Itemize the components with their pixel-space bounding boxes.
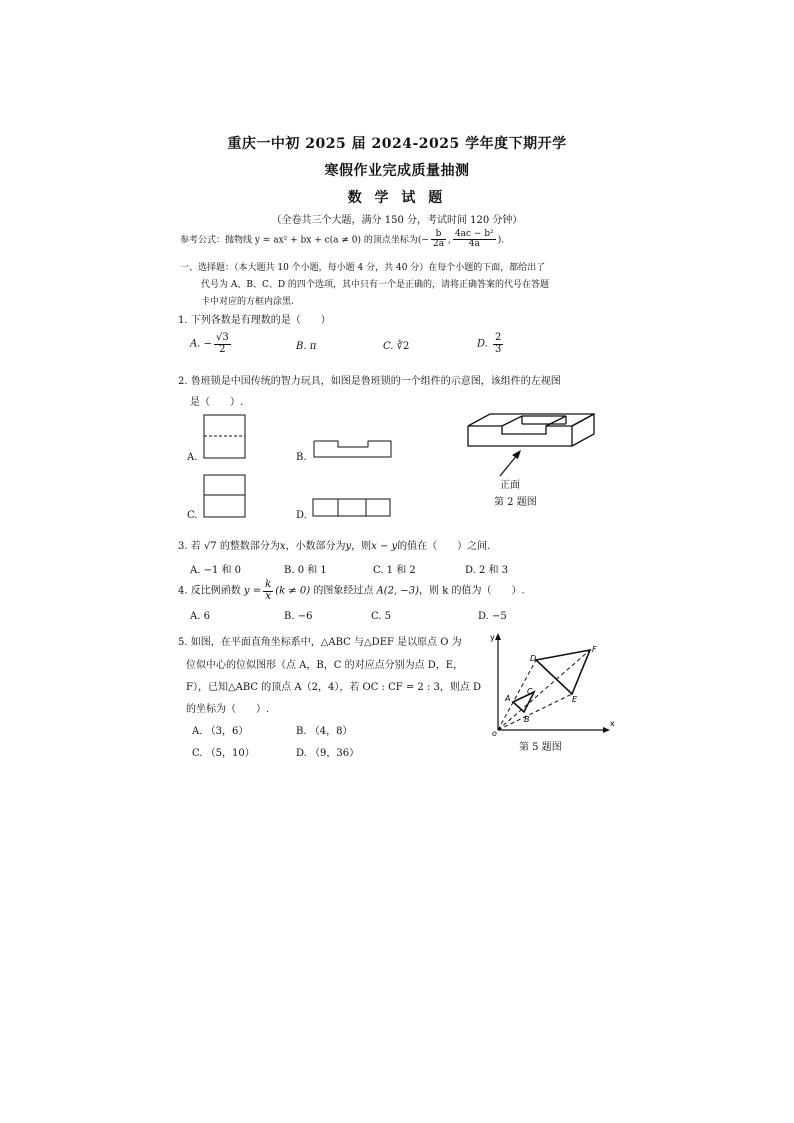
q3-var-y: y — [345, 541, 352, 552]
q1-option-c-value: ∛2 — [396, 341, 410, 352]
q1-option-a-sign: − — [203, 338, 212, 350]
formula-x-den: 2a — [432, 239, 445, 250]
q4-stem-a: 4. 反比例函数 — [178, 585, 241, 597]
q3-stem-a: 3. 若 — [178, 541, 201, 552]
q1-option-c — [383, 341, 409, 352]
q2-stem-2: 是（ ）. — [190, 397, 244, 408]
formula-open: (− — [417, 235, 429, 246]
q5-line3: F），已知△ABC 的顶点 A（2，4），若 OC : CF = 2 : 3，则点 D — [186, 682, 482, 693]
q1-option-a-den: 2 — [219, 343, 226, 355]
q5-line2: 位似中心的位似图形（点 A，B，C 的对应点分别为点 D，E， — [186, 660, 464, 671]
q4-option-c: C. 5 — [371, 611, 392, 622]
q3-option-b: B. 0 和 1 — [284, 565, 327, 576]
q1-option-b — [296, 341, 316, 352]
q1-option-c-label: C. — [383, 341, 394, 352]
q4-option-d: D. −5 — [478, 611, 507, 622]
q5-label-o: o — [492, 729, 497, 738]
q1-stem: 1. 下列各数是有理数的是（ ） — [178, 315, 331, 326]
q1-option-b-value: π — [309, 341, 317, 352]
q4-condition: (k ≠ 0) — [275, 585, 311, 597]
q5-option-c: C. （5，10） — [192, 748, 255, 759]
q4-y-eq: y = — [243, 585, 262, 597]
formula-x-fraction — [431, 230, 446, 250]
q3-stem-d: ，则 — [351, 541, 372, 552]
q4-stem-c: ，则 k 的值为（ ）. — [419, 585, 525, 597]
q5-line1: 5. 如图，在平面直角坐标系中，△ABC 与△DEF 是以原点 O 为 — [178, 637, 462, 648]
section1-line1: 一、选择题：（本大题共 10 个小题，每小题 4 分，共 40 分）在每个小题的下面，都给出了 — [180, 263, 546, 273]
q2-luban-lock-figure — [462, 410, 602, 482]
q2-option-d-figure — [312, 498, 392, 519]
q2-option-d-label: D. — [296, 510, 307, 521]
exam-info: （全卷共三个大题，满分 150 分，考试时间 120 分钟） — [271, 215, 523, 226]
q3-option-d: D. 2 和 3 — [465, 565, 509, 576]
q2-option-a-figure — [203, 414, 247, 460]
section1-line3: 卡中对应的方框内涂黑. — [201, 297, 294, 307]
q2-option-c-label: C. — [187, 510, 198, 521]
formula-y-den: 4a — [468, 239, 480, 250]
q3-var-x: x — [279, 541, 286, 552]
q5-label-c: C — [527, 687, 533, 696]
q4-fraction — [263, 580, 273, 602]
q4-stem-b: 的图象经过点 — [313, 585, 374, 597]
q5-coordinate-figure — [468, 630, 618, 738]
q1-option-d — [477, 333, 505, 355]
q4-option-a: A. 6 — [190, 611, 210, 622]
q4-k-den: x — [265, 590, 271, 602]
q5-label-y: y — [490, 633, 495, 642]
formula-close: ). — [497, 235, 505, 246]
q3-stem-e: 的值在（ ）之间. — [397, 541, 491, 552]
q2-option-a-label: A. — [187, 452, 198, 463]
q5-figure-caption: 第 5 题图 — [519, 742, 562, 753]
q1-option-a-num: √3 — [215, 332, 229, 343]
q2-option-b-figure — [312, 438, 394, 460]
section1-line2: 代号为 A、B、C、D 的四个选项，其中只有一个是正确的，请将正确答案的代号在答题 — [201, 280, 549, 290]
q2-option-b-label: B. — [296, 452, 307, 463]
formula-y-num: 4ac − b² — [454, 229, 494, 239]
q3-stem-c: ，小数部分为 — [285, 541, 346, 552]
q1-option-a — [190, 333, 233, 355]
q5-label-a: A — [505, 694, 511, 703]
q3-stem-b: 的整数部分为 — [219, 541, 280, 552]
q5-option-a: A. （3，6） — [192, 726, 249, 737]
exam-title-line1: 重庆一中初 2025 届 2024-2025 学年度下期开学 — [227, 136, 567, 152]
q5-label-b: B — [524, 715, 530, 724]
q1-option-b-label: B. — [296, 341, 307, 352]
q1-option-d-den: 3 — [495, 343, 502, 355]
reference-formula — [180, 230, 504, 250]
q3-option-c: C. 1 和 2 — [373, 565, 416, 576]
formula-comma: , — [448, 235, 451, 246]
q1-option-d-num: 2 — [495, 332, 502, 343]
q1-option-a-fraction — [214, 333, 231, 355]
subject-title: 数 学 试 题 — [347, 190, 447, 206]
q2-figure-caption: 第 2 题图 — [494, 497, 537, 508]
formula-prefix: 参考公式：抛物线 y = ax² + bx + c(a ≠ 0) 的顶点坐标为 — [180, 235, 418, 246]
q5-option-d: D. （9，36） — [296, 748, 360, 759]
q4-stem — [178, 580, 525, 602]
q4-k-num: k — [265, 579, 272, 590]
q5-label-f: F — [592, 645, 597, 654]
q5-label-d: D — [530, 654, 537, 663]
q2-stem: 2. 鲁班锁是中国传统的智力玩具，如图是鲁班锁的一个组件的示意图，该组件的左视图 — [178, 376, 561, 387]
formula-y-fraction — [453, 230, 496, 250]
q2-front-label: 正面 — [500, 480, 520, 491]
q5-label-e: E — [572, 695, 578, 704]
q3-option-a: A. −1 和 0 — [190, 565, 242, 576]
q3-stem — [178, 537, 490, 552]
q3-sqrt7: √7 — [203, 541, 217, 552]
q5-line4: 的坐标为（ ）. — [186, 704, 270, 715]
exam-title-line2: 寒假作业完成质量抽测 — [324, 163, 470, 179]
q4-option-b: B. −6 — [284, 611, 313, 622]
formula-x-num: b — [431, 230, 446, 240]
q3-expr: x − y — [371, 541, 398, 552]
q4-point: A(2, −3) — [376, 585, 420, 597]
q1-option-a-label: A. — [190, 338, 201, 350]
q1-option-d-fraction — [493, 333, 503, 355]
q5-option-b: B. （4，8） — [296, 726, 353, 737]
q2-option-c-figure — [203, 474, 247, 519]
q5-label-x: x — [610, 719, 615, 728]
q1-option-d-label: D. — [477, 338, 488, 350]
